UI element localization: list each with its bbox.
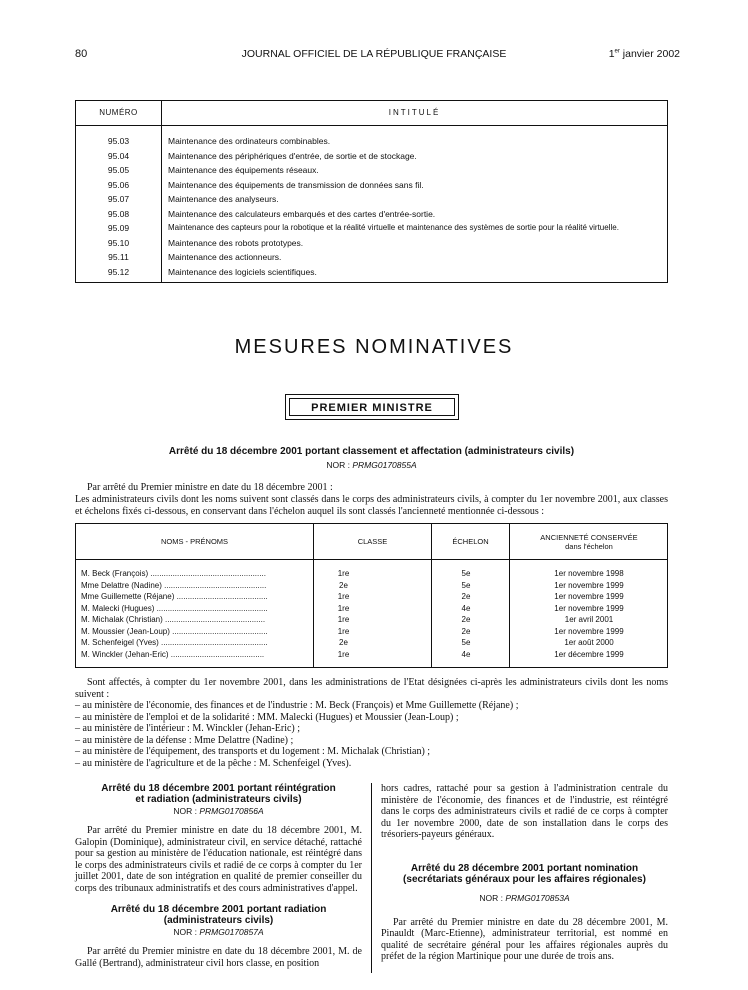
- table-row: M. Winckler (Jehan-Eric) .......................................... 1re 4e 1er décembre 1999: [81, 649, 624, 659]
- table-row: M. Beck (François) .................................................... 1re 5e 1er novembre 1998: [81, 569, 624, 578]
- arrete-title: Arrêté du 18 décembre 2001 portant classement et affectation (administrateurs civils): [168, 446, 575, 457]
- nor-reference: NOR : PRMG0170853A: [479, 892, 570, 903]
- arrete-paragraph: Par arrêté du Premier ministre en date du 18 décembre 2001 :: [87, 482, 333, 493]
- table-row: Mme Guillemette (Réjane) ......................................... 1re 2e 1er novembre 1999: [81, 592, 624, 601]
- column-header-numero: NUMÉRO: [99, 108, 138, 117]
- nor-reference: NOR : PRMG0170855A: [326, 460, 417, 470]
- classement-table: [75, 523, 668, 668]
- table-row: 95.09 Maintenance des capteurs pour la robotique et la réalité virtuelle et maintenance des systèmes de sortie pour la réalité virtuelle.: [107, 223, 619, 233]
- affectation-intro: Sont affectés, à compter du 1er novembre 2001, dans les administrations de l'Etat désignées ci-après les administrateurs civils dont les noms suivent :: [75, 677, 668, 700]
- column-header-classe: CLASSE: [357, 537, 388, 546]
- column-header-intitule: INTITULÉ: [388, 108, 441, 117]
- table-divider: [76, 125, 667, 126]
- table-row: M. Michalak (Christian) ............................................. 1re 2e 1er avril 2001: [81, 615, 614, 624]
- table-row: 95.03 Maintenance des ordinateurs combinables.: [107, 136, 331, 146]
- date-sup: er: [614, 48, 620, 55]
- table-row: 95.04 Maintenance des périphériques d'entrée, de sortie et de stockage.: [107, 150, 417, 161]
- ministry-label: PREMIER MINISTRE: [289, 398, 455, 416]
- list-item: – au ministère de l'emploi et de la solidarité : MM. Malecki (Hugues) et Moussier (Jean-Loup) ;: [75, 711, 459, 723]
- arrete-paragraph: Par arrêté du Premier ministre en date du 18 décembre 2001, M. de Gallé (Bertrand), administrateur civil hors classe, en position: [75, 946, 362, 969]
- column-divider: [371, 783, 372, 973]
- nor-reference: NOR : PRMG0170856A: [173, 806, 264, 816]
- arrete-paragraph: Par arrêté du Premier ministre en date du 28 décembre 2001, M. Pinauldt (Marc-Etienne), administrateur territorial, est nommé en qualité de secrétaire général pour les affaires régionales auprès du préfet de la région Martinique pour une durée de trois ans.: [381, 916, 668, 962]
- list-item: – au ministère de l'équipement, des transports et du logement : M. Michalak (Christian) ;: [75, 746, 431, 757]
- table-row: 95.11 Maintenance des actionneurs.: [108, 252, 282, 262]
- right-column: [381, 783, 668, 963]
- page-number: 80: [75, 48, 88, 60]
- issue-date: [609, 48, 680, 60]
- ministry-box: [285, 394, 459, 420]
- table-row: M. Malecki (Hugues) .................................................. 1re 4e 1er novembre 1999: [81, 603, 624, 613]
- arrete-paragraph: hors cadres, rattaché pour sa gestion à l'administration centrale du ministère de l'économie, des finances et de l'industrie, est réintégré dans le corps des administrateurs civils et radié de ce corps à compter du 1er novembre 2000, date de son installation dans le corps des trésoriers-payeurs généraux.: [381, 783, 668, 840]
- column-header-anciennete: ANCIENNETÉ CONSERVÉE dans l'échelon: [540, 532, 638, 551]
- section-title: MESURES NOMINATIVES: [234, 336, 514, 358]
- list-item: – au ministère de l'agriculture et de la pêche : M. Schenfeigel (Yves).: [75, 757, 352, 769]
- table-row: M. Schenfeigel (Yves) ................................................ 2e 5e 1er août 2000: [81, 638, 614, 647]
- list-item: – au ministère de l'économie, des finances et de l'industrie : M. Beck (François) et Mme Guillemette (Réjane) ;: [75, 700, 519, 711]
- arrete-title: Arrêté du 18 décembre 2001 portant radiation (administrateurs civils): [110, 904, 327, 926]
- table-row: 95.10 Maintenance des robots prototypes.: [107, 237, 304, 248]
- left-column: [75, 783, 362, 969]
- arrete-paragraph: Les administrateurs civils dont les noms suivent sont classés dans le corps des administrateurs civils, à compter du 1er novembre 2001, aux classes et échelons fixés ci-dessous, en conservant dans l'échelon auquel ils sont classés l'ancienneté mentionnée ci-dessous :: [75, 494, 668, 517]
- table-row: 95.05 Maintenance des équipements réseaux.: [107, 165, 319, 175]
- list-item: – au ministère de la défense : Mme Delattre (Nadine) ;: [75, 734, 294, 746]
- affectation-list: [75, 700, 668, 769]
- nor-reference: NOR : PRMG0170857A: [173, 927, 264, 937]
- maintenance-table: [75, 100, 668, 283]
- table-row: 95.07 Maintenance des analyseurs.: [107, 194, 279, 204]
- table-row: Mme Delattre (Nadine) .............................................. 2e 5e 1er novembre 1999: [81, 580, 624, 590]
- date-rest: janvier 2002: [619, 48, 680, 60]
- arrete-title: Arrêté du 18 décembre 2001 portant réintégration et radiation (administrateurs civils): [101, 783, 336, 805]
- table-row: 95.12 Maintenance des logiciels scientifiques.: [107, 266, 317, 277]
- table-row: M. Moussier (Jean-Loup) ........................................... 1re 2e 1er novembre 1999: [81, 626, 624, 636]
- list-item: – au ministère de l'intérieur : M. Winckler (Jehan-Eric) ;: [75, 723, 301, 734]
- arrete-paragraph: Par arrêté du Premier ministre en date du 18 décembre 2001, M. Galopin (Dominique), administrateur civil, en service détaché, rattaché pour sa gestion au ministère de l'éducation nationale, est réintégré dans le corps des administrateurs civils et radié de ce corps à compter du 1er juillet 2001, date de son intégration en qualité de premier conseiller du corps des tribunaux administratifs et des cours administratives d'appel.: [75, 825, 362, 894]
- table-divider: [76, 559, 667, 560]
- column-header-noms: NOMS - PRÉNOMS: [160, 537, 229, 546]
- table-row: 95.06 Maintenance des équipements de transmission de données sans fil.: [107, 179, 424, 190]
- column-header-echelon: ÉCHELON: [452, 537, 489, 546]
- table-row: 95.08 Maintenance des calculateurs embarqués et des cartes d'entrée-sortie.: [107, 208, 436, 219]
- arrete-title: Arrêté du 28 décembre 2001 portant nomination (secrétariats généraux pour les affaires régionales): [403, 862, 646, 885]
- journal-title: JOURNAL OFFICIEL DE LA RÉPUBLIQUE FRANÇAISE: [241, 48, 507, 60]
- date-day: 1: [608, 48, 615, 60]
